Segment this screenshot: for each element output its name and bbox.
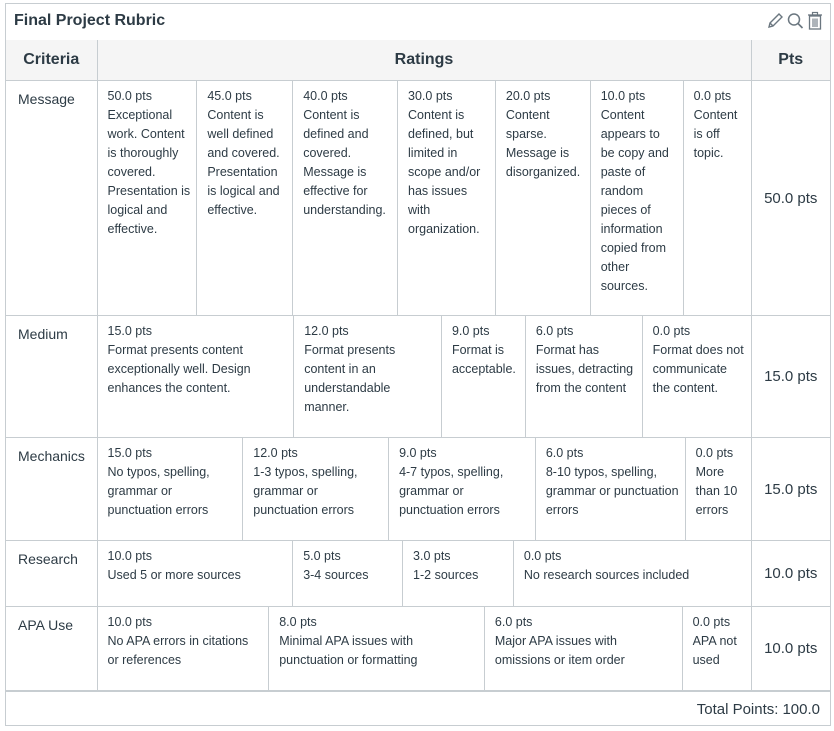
- ratings-header: Ratings: [97, 40, 751, 81]
- header-row: [6, 40, 830, 81]
- rating-points: 10.0 pts: [600, 89, 646, 103]
- criteria-header: Criteria: [6, 40, 97, 81]
- rating-points: 40.0 pts: [303, 89, 348, 103]
- rating-cell[interactable]: [495, 81, 590, 315]
- rating-points: 0.0 pts: [523, 549, 562, 563]
- rating-cell[interactable]: [484, 607, 682, 690]
- rating-description: Content sparse. Message is disorganized.: [505, 108, 581, 179]
- rating-cell[interactable]: [242, 438, 388, 540]
- rating-cell[interactable]: [196, 81, 292, 315]
- rating-cell[interactable]: [98, 316, 294, 437]
- rating-cell[interactable]: [388, 438, 535, 540]
- criterion-ratings: [97, 316, 751, 438]
- rating-description: Content is defined and covered. Message is effective for understanding.: [303, 108, 386, 217]
- rating-description: Format does not communicate the content.: [652, 343, 744, 395]
- rating-points: 0.0 pts: [652, 324, 691, 338]
- criterion-points: 10.0 pts: [751, 607, 830, 691]
- rating-description: Major APA issues with omissions or item order: [494, 634, 625, 667]
- pencil-icon[interactable]: [766, 11, 784, 31]
- rating-description: 1-3 typos, spelling, grammar or punctuation errors: [253, 465, 358, 517]
- rating-description: Content is well defined and covered. Presentation is logical and effective.: [207, 108, 280, 217]
- rating-description: 4-7 typos, spelling, grammar or punctuation errors: [399, 465, 504, 517]
- rating-cell[interactable]: [683, 81, 751, 315]
- criterion-row-medium: [6, 316, 830, 438]
- criterion-name: Research: [6, 541, 97, 607]
- rating-description: No typos, spelling, grammar or punctuation errors: [107, 465, 210, 517]
- rating-description: More than 10 errors: [695, 465, 738, 517]
- criterion-name: Message: [6, 81, 97, 316]
- rating-cell[interactable]: [682, 607, 751, 690]
- rating-cell[interactable]: [525, 316, 642, 437]
- criterion-name: Medium: [6, 316, 97, 438]
- criterion-row-research: [6, 541, 830, 607]
- rubric-title-bar: [6, 4, 830, 41]
- rating-points: 30.0 pts: [408, 89, 453, 103]
- rating-description: Content is defined, but limited in scope and/or has issues with organization.: [408, 108, 481, 236]
- criterion-name: APA Use: [6, 607, 97, 691]
- rating-points: 6.0 pts: [545, 446, 584, 460]
- rubric-table: [6, 40, 830, 691]
- rating-description: Content is off topic.: [693, 108, 738, 160]
- rating-description: Format is acceptable.: [451, 343, 516, 376]
- rating-description: Minimal APA issues with punctuation or formatting: [279, 634, 418, 667]
- rubric-footer: [6, 691, 830, 726]
- trash-icon[interactable]: [806, 11, 824, 31]
- criterion-row-message: [6, 81, 830, 316]
- rating-cell[interactable]: [397, 81, 495, 315]
- criterion-ratings: [97, 607, 751, 691]
- rating-cell[interactable]: [292, 541, 402, 606]
- criterion-points: 15.0 pts: [751, 438, 830, 541]
- rating-cell[interactable]: [513, 541, 751, 606]
- rating-cell[interactable]: [292, 81, 397, 315]
- rating-description: Format presents content in an understandable manner.: [304, 343, 396, 414]
- rating-cell[interactable]: [98, 438, 243, 540]
- rating-cell[interactable]: [98, 541, 293, 606]
- rating-points: 20.0 pts: [505, 89, 551, 103]
- rating-points: 0.0 pts: [693, 89, 732, 103]
- rating-points: 8.0 pts: [279, 615, 317, 629]
- criterion-ratings: [97, 541, 751, 607]
- rating-points: 5.0 pts: [303, 549, 341, 563]
- rating-points: 0.0 pts: [695, 446, 734, 460]
- search-icon[interactable]: [786, 11, 804, 31]
- rating-cell[interactable]: [98, 81, 197, 315]
- rating-description: 1-2 sources: [413, 568, 479, 582]
- rubric-panel: [5, 3, 831, 726]
- rating-description: Exceptional work. Content is thoroughly covered. Presentation is logical and effective.: [107, 108, 191, 236]
- criterion-points: 10.0 pts: [751, 541, 830, 607]
- total-label: Total Points:: [696, 701, 779, 718]
- total-points: [693, 701, 820, 718]
- criterion-ratings: [97, 438, 751, 541]
- rating-points: 15.0 pts: [107, 446, 152, 460]
- rating-cell[interactable]: [98, 607, 269, 690]
- criterion-name: Mechanics: [6, 438, 97, 541]
- criterion-row-mechanics: [6, 438, 830, 541]
- rating-description: Used 5 or more sources: [107, 568, 241, 582]
- rating-points: 45.0 pts: [207, 89, 252, 103]
- rating-description: No research sources included: [523, 568, 690, 582]
- rating-points: 12.0 pts: [253, 446, 298, 460]
- rating-description: APA not used: [692, 634, 737, 667]
- rating-points: 15.0 pts: [107, 324, 152, 338]
- rubric-title: Final Project Rubric: [14, 12, 166, 29]
- rating-points: 9.0 pts: [399, 446, 437, 460]
- rating-points: 6.0 pts: [494, 615, 533, 629]
- rating-cell[interactable]: [293, 316, 441, 437]
- rating-points: 6.0 pts: [535, 324, 574, 338]
- rating-description: Format has issues, detracting from the content: [535, 343, 634, 395]
- rating-points: 12.0 pts: [304, 324, 349, 338]
- rating-description: Format presents content exceptionally well. Design enhances the content.: [107, 343, 251, 395]
- rating-description: No APA errors in citations or references: [107, 634, 249, 667]
- pts-header: Pts: [751, 40, 830, 81]
- rubric-actions: [766, 11, 824, 31]
- rating-cell[interactable]: [441, 316, 525, 437]
- rating-points: 3.0 pts: [413, 549, 451, 563]
- criterion-ratings: [97, 81, 751, 316]
- rating-points: 10.0 pts: [107, 615, 152, 629]
- criterion-points: 15.0 pts: [751, 316, 830, 438]
- rating-cell[interactable]: [642, 316, 751, 437]
- rating-cell[interactable]: [535, 438, 685, 540]
- rating-points: 10.0 pts: [107, 549, 152, 563]
- rating-points: 9.0 pts: [451, 324, 490, 338]
- rating-points: 50.0 pts: [107, 89, 152, 103]
- rating-description: Content appears to be copy and paste of random pieces of information copied from other sources.: [600, 108, 669, 293]
- rating-cell[interactable]: [685, 438, 751, 540]
- criterion-row-apa-use: [6, 607, 830, 691]
- criterion-points: 50.0 pts: [751, 81, 830, 316]
- rating-cell[interactable]: [268, 607, 484, 690]
- rating-description: 8-10 typos, spelling, grammar or punctuation errors: [545, 465, 679, 517]
- total-value: 100.0: [782, 701, 820, 718]
- rating-cell[interactable]: [590, 81, 683, 315]
- rating-cell[interactable]: [402, 541, 513, 606]
- rating-description: 3-4 sources: [303, 568, 369, 582]
- rating-points: 0.0 pts: [692, 615, 731, 629]
